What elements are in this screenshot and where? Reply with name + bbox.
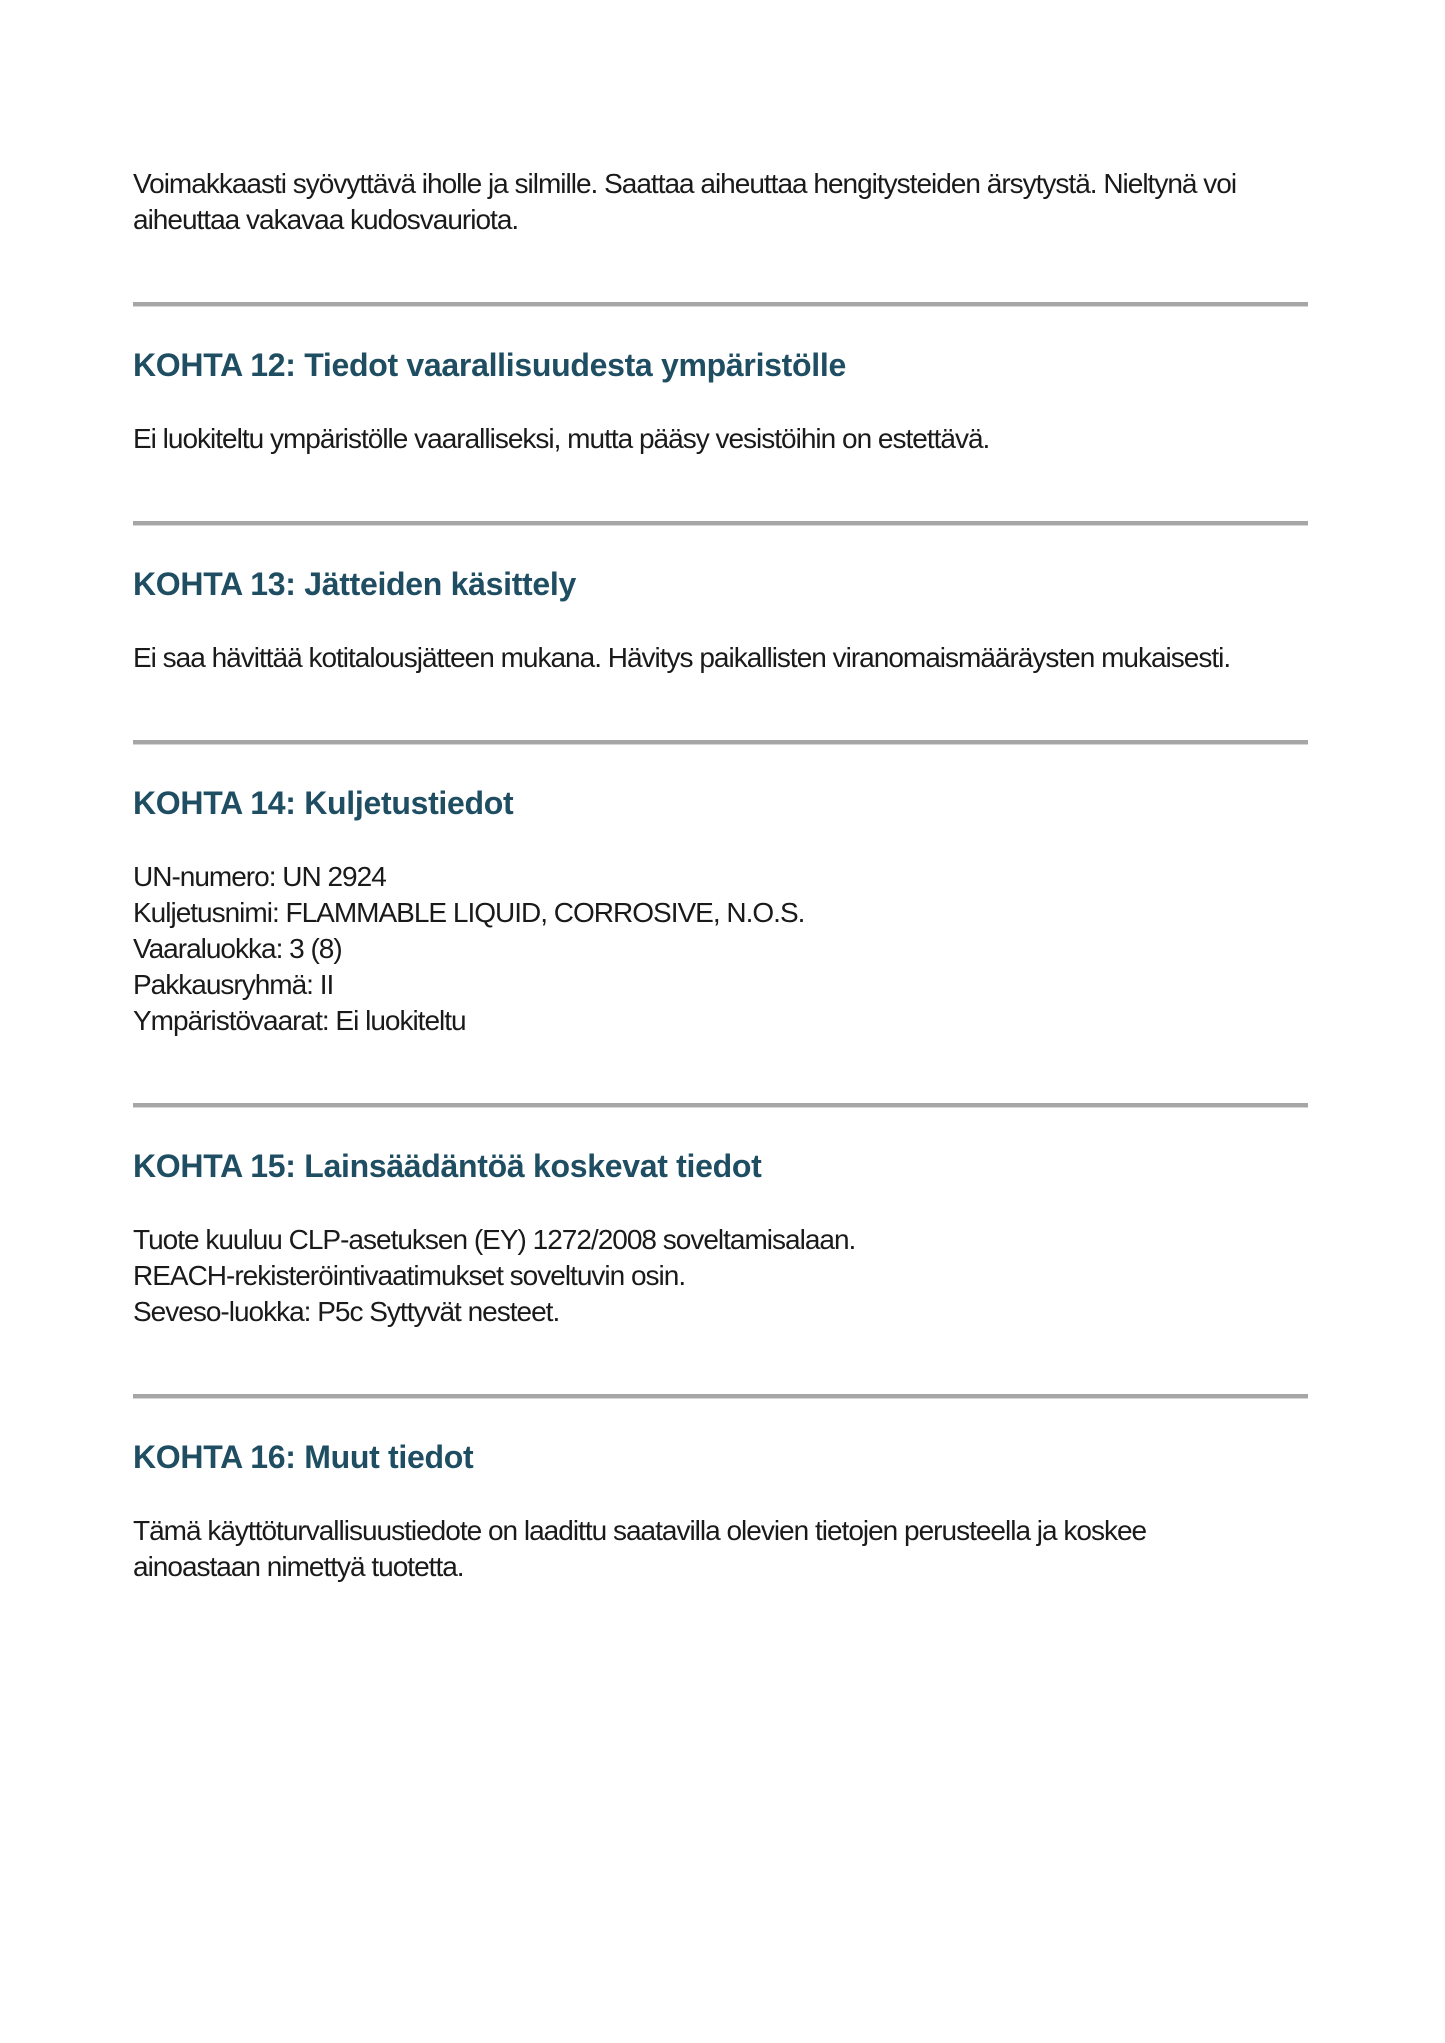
section-heading-kohta-12: KOHTA 12: Tiedot vaarallisuudesta ympäristölle xyxy=(133,347,846,383)
section-kohta-13 xyxy=(133,564,1308,676)
section-body xyxy=(133,640,1308,676)
body-line: REACH-rekisteröintivaatimukset soveltuvin osin. xyxy=(133,1260,686,1291)
section-body xyxy=(133,421,1308,457)
section-divider xyxy=(133,1103,1308,1108)
section-divider xyxy=(133,302,1308,307)
section-heading-kohta-16: KOHTA 16: Muut tiedot xyxy=(133,1439,474,1475)
paragraph-line: aiheuttaa vakavaa kudosvauriota. xyxy=(133,204,519,235)
body-line: Ympäristövaarat: Ei luokiteltu xyxy=(133,1005,466,1036)
body-line: Pakkausryhmä: II xyxy=(133,969,334,1000)
section-heading-kohta-14: KOHTA 14: Kuljetustiedot xyxy=(133,785,514,821)
section-divider xyxy=(133,521,1308,526)
section-heading-kohta-15: KOHTA 15: Lainsäädäntöä koskevat tiedot xyxy=(133,1148,762,1184)
section-body xyxy=(133,859,1308,1039)
body-line: Seveso-luokka: P5c Syttyvät nesteet. xyxy=(133,1296,560,1327)
body-line: Vaaraluokka: 3 (8) xyxy=(133,933,342,964)
section-kohta-12 xyxy=(133,345,1308,457)
intro-paragraph xyxy=(133,166,1308,238)
body-line: UN-numero: UN 2924 xyxy=(133,861,386,892)
body-line: Ei saa hävittää kotitalousjätteen mukana. Hävitys paikallisten viranomaismääräysten mukaisesti. xyxy=(133,642,1231,673)
section-kohta-15 xyxy=(133,1146,1308,1330)
body-line: Kuljetusnimi: FLAMMABLE LIQUID, CORROSIVE, N.O.S. xyxy=(133,897,805,928)
section-divider xyxy=(133,740,1308,745)
section-kohta-16 xyxy=(133,1437,1308,1585)
section-heading-kohta-13: KOHTA 13: Jätteiden käsittely xyxy=(133,566,576,602)
body-line: Tämä käyttöturvallisuustiedote on laadittu saatavilla olevien tietojen perusteella ja koskee xyxy=(133,1515,1147,1546)
section-kohta-14 xyxy=(133,783,1308,1039)
paragraph-line: Voimakkaasti syövyttävä iholle ja silmille. Saattaa aiheuttaa hengitysteiden ärsytystä. Nieltynä voi xyxy=(133,168,1237,199)
body-line: ainoastaan nimettyä tuotetta. xyxy=(133,1551,464,1582)
section-divider xyxy=(133,1394,1308,1399)
section-body xyxy=(133,1222,1308,1330)
body-line: Ei luokiteltu ympäristölle vaaralliseksi, mutta pääsy vesistöihin on estettävä. xyxy=(133,423,990,454)
body-line: Tuote kuuluu CLP-asetuksen (EY) 1272/2008 soveltamisalaan. xyxy=(133,1224,856,1255)
section-body xyxy=(133,1513,1308,1585)
